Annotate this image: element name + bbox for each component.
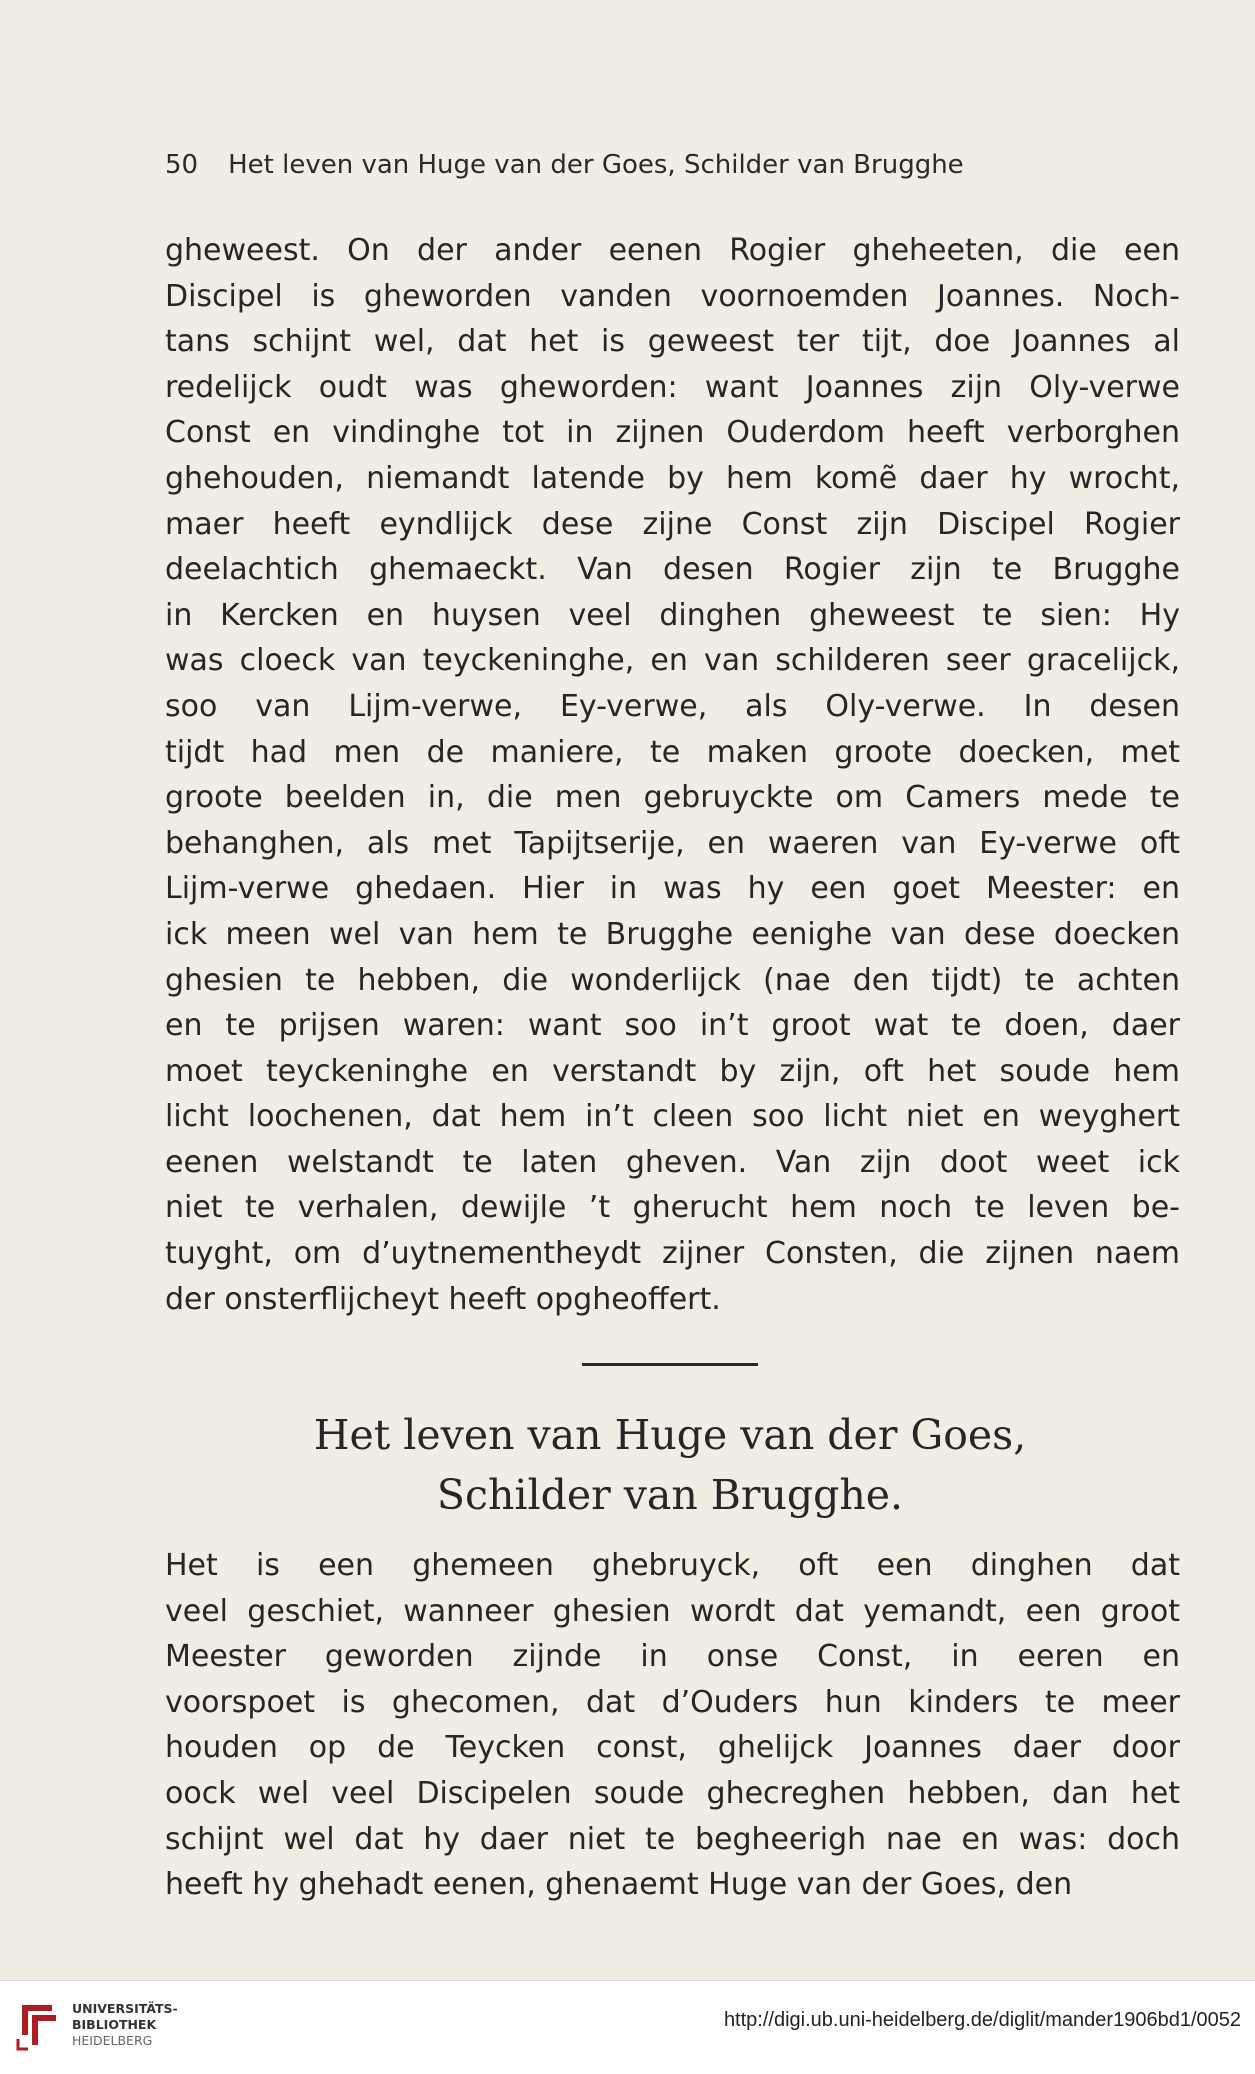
text-line: tuyght, om d’uytnementheydt zijner Consten, die zijnen naem	[165, 1236, 1180, 1272]
text-line: schijnt wel dat hy daer niet te begheerigh nae en was: doch	[165, 1821, 1180, 1857]
text-line: soo van Lijm-verwe, Ey-verwe, als Oly-verwe. In desen	[165, 688, 1180, 724]
text-line: voorspoet is ghecomen, dat d’Ouders hun kinders te meer	[165, 1684, 1180, 1720]
paragraph-1	[165, 228, 1180, 1322]
text-line: deelachtich ghemaeckt. Van desen Rogier zijn te Brugghe	[165, 552, 1180, 588]
paragraph-2	[165, 1543, 1180, 1908]
text-line: eenen welstandt te laten gheven. Van zijn doot weet ick	[165, 1144, 1180, 1180]
text-line: houden op de Teycken const, ghelijck Joannes daer door	[165, 1730, 1180, 1766]
text-line: Lijm-verwe ghedaen. Hier in was hy een goet Meester: en	[165, 871, 1180, 907]
text-line: en te prijsen waren: want soo in’t groot wat te doen, daer	[165, 1008, 1180, 1044]
text-line: ghehouden, niemandt latende by hem komẽ daer hy wrocht,	[165, 460, 1180, 496]
text-line: tijdt had men de maniere, te maken groote doecken, met	[165, 734, 1180, 770]
section-title-line-1: Het leven van Huge van der Goes,	[313, 1411, 1027, 1459]
text-line: redelijck oudt was gheworden: want Joannes zijn Oly-verwe	[165, 369, 1180, 405]
text-line: heeft hy ghehadt eenen, ghenaemt Huge van der Goes, den	[165, 1867, 1073, 1903]
text-line: gheweest. On der ander eenen Rogier gheheeten, die een	[165, 233, 1180, 268]
running-title: Het leven van Huge van der Goes, Schilder van Brugghe	[228, 150, 964, 180]
text-line: Meester geworden zijnde in onse Const, in eeren en	[165, 1639, 1180, 1675]
text-line: niet te verhalen, dewijle ’t gherucht hem noch te leven be-	[165, 1190, 1180, 1226]
text-line: ghesien te hebben, die wonderlijck (nae den tijdt) te achten	[165, 962, 1180, 998]
permalink-url[interactable]: http://digi.ub.uni-heidelberg.de/diglit/mander1906bd1/0052	[723, 2009, 1241, 2031]
library-line-2: BIBLIOTHEK	[72, 2017, 157, 2032]
section-title-line-2: Schilder van Brugghe.	[436, 1471, 904, 1519]
university-library-logo-icon[interactable]	[12, 1995, 64, 2059]
text-line: ick meen wel van hem te Brugghe eenighe van dese doecken	[165, 916, 1180, 952]
running-header	[165, 150, 1085, 190]
text-line: der onsterflijcheyt heeft opgheoffert.	[165, 1281, 721, 1317]
text-line: Const en vindinghe tot in zijnen Ouderdom heeft verborghen	[165, 415, 1180, 451]
text-line: behanghen, als met Tapijtserije, en waeren van Ey-verwe oft	[165, 825, 1180, 861]
library-name	[72, 2001, 178, 2049]
text-line: in Kercken en huysen veel dinghen gheweest te sien: Hy	[165, 597, 1180, 633]
library-line-1: UNIVERSITÄTS-	[72, 2001, 178, 2016]
viewer-footer	[0, 1980, 1255, 2074]
library-line-3: HEIDELBERG	[72, 2033, 153, 2048]
text-line: Het is een ghemeen ghebruyck, oft een dinghen dat	[165, 1548, 1180, 1583]
text-line: maer heeft eyndlijck dese zijne Const zijn Discipel Rogier	[165, 506, 1180, 542]
text-line: licht loochenen, dat hem in’t cleen soo licht niet en weyghert	[165, 1099, 1180, 1135]
page-number: 50	[165, 150, 199, 180]
text-line: groote beelden in, die men gebruyckte om Camers mede te	[165, 780, 1180, 816]
section-title	[200, 1405, 1140, 1525]
text-line: tans schijnt wel, dat het is geweest ter tijt, doe Joannes al	[165, 324, 1180, 360]
text-line: veel geschiet, wanneer ghesien wordt dat yemandt, een groot	[165, 1593, 1180, 1629]
text-line: oock wel veel Discipelen soude ghecreghen hebben, dan het	[165, 1775, 1180, 1811]
text-line: was cloeck van teyckeninghe, en van schilderen seer gracelijck,	[165, 643, 1180, 679]
text-line: Discipel is gheworden vanden voornoemden Joannes. Noch-	[165, 278, 1180, 314]
text-line: moet teyckeninghe en verstandt by zijn, oft het soude hem	[165, 1053, 1180, 1089]
section-divider	[582, 1363, 758, 1366]
